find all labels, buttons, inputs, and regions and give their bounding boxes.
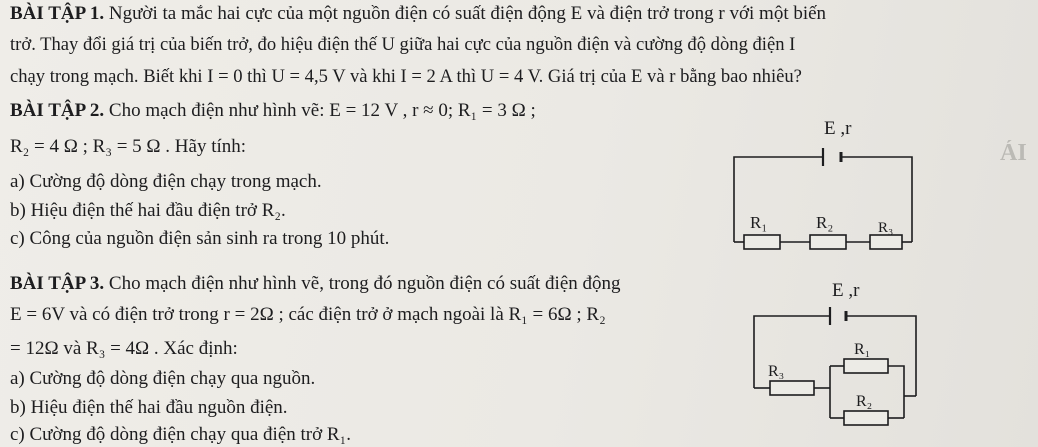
ex3-text-1: Cho mạch điện như hình vẽ, trong đó nguồn điện có suất điện động — [108, 273, 621, 294]
ex3-item-a: a) Cường độ dòng điện chạy qua nguồn. — [10, 368, 316, 389]
ex2-line-2: R₂ = 4 Ω ; R₃ = 5 Ω . Hãy tính: — [10, 136, 247, 157]
circuit3-r2-box — [844, 411, 888, 425]
circuit3-r1-box — [844, 359, 888, 373]
ex3-item-b: b) Hiệu điện thế hai đầu nguồn điện. — [10, 397, 288, 418]
circuit2-r2-label: R₂ — [816, 213, 834, 232]
circuit3-source-label: E ,r — [832, 280, 860, 301]
circuit3-r1-label: R₁ — [854, 341, 871, 358]
ex3-line-2: E = 6V và có điện trở trong r = 2Ω ; các điện trở ở mạch ngoài là R₁ = 6Ω ; R₂ — [10, 304, 606, 325]
ex2-title: BÀI TẬP 2. — [10, 100, 105, 121]
circuit2-wire-right — [841, 157, 912, 242]
ex1-title: BÀI TẬP 1. — [10, 3, 105, 24]
circuit3-wire-left — [754, 316, 830, 388]
ex2-item-a: a) Cường độ dòng điện chạy trong mạch. — [10, 171, 322, 192]
ex2-item-c: c) Công của nguồn điện sản sinh ra trong 10 phút. — [10, 228, 390, 249]
ex3-line-3: = 12Ω và R₃ = 4Ω . Xác định: — [10, 338, 238, 359]
ex1-line-1 — [10, 2, 826, 26]
circuit-diagram-2 — [728, 112, 948, 264]
circuit2-r2-box — [810, 235, 846, 249]
circuit2-r3-label: R₃ — [878, 220, 894, 236]
ex3-item-c: c) Cường độ dòng điện chạy qua điện trở R₁. — [10, 424, 351, 445]
ex3-title: BÀI TẬP 3. — [10, 273, 105, 294]
circuit2-r3-box — [870, 235, 902, 249]
ex2-item-b: b) Hiệu điện thế hai đầu điện trở R₂. — [10, 200, 286, 221]
circuit3-r2-label: R₂ — [856, 393, 873, 410]
ex2-text-1: Cho mạch điện như hình vẽ: E = 12 V , r ≈ 0; R₁ = 3 Ω ; — [108, 100, 536, 121]
ex1-line-2: trở. Thay đổi giá trị của biến trở, đo hiệu điện thế U giữa hai cực của nguồn điện và cường độ dòng điện I — [10, 34, 796, 55]
ex1-line-3: chạy trong mạch. Biết khi I = 0 thì U = 4,5 V và khi I = 2 A thì U = 4 V. Giá trị của E và r bằng bao nhiêu? — [10, 66, 802, 87]
circuit2-wire-left — [734, 157, 823, 242]
circuit-diagram-3 — [730, 278, 930, 446]
circuit3-r3-label: R₃ — [768, 363, 785, 380]
circuit2-r1-box — [744, 235, 780, 249]
circuit3-r3-box — [770, 381, 814, 395]
ex1-text-1: Người ta mắc hai cực của một nguồn điện có suất điện động E và điện trở trong r với một biến — [108, 3, 827, 24]
ex3-line-1 — [10, 272, 621, 296]
circuit2-r1-label: R₁ — [750, 213, 768, 232]
ex2-line-1 — [10, 99, 536, 123]
bleed-through-mark: ÁI — [1000, 140, 1027, 166]
circuit2-source-label: E ,r — [824, 118, 852, 139]
